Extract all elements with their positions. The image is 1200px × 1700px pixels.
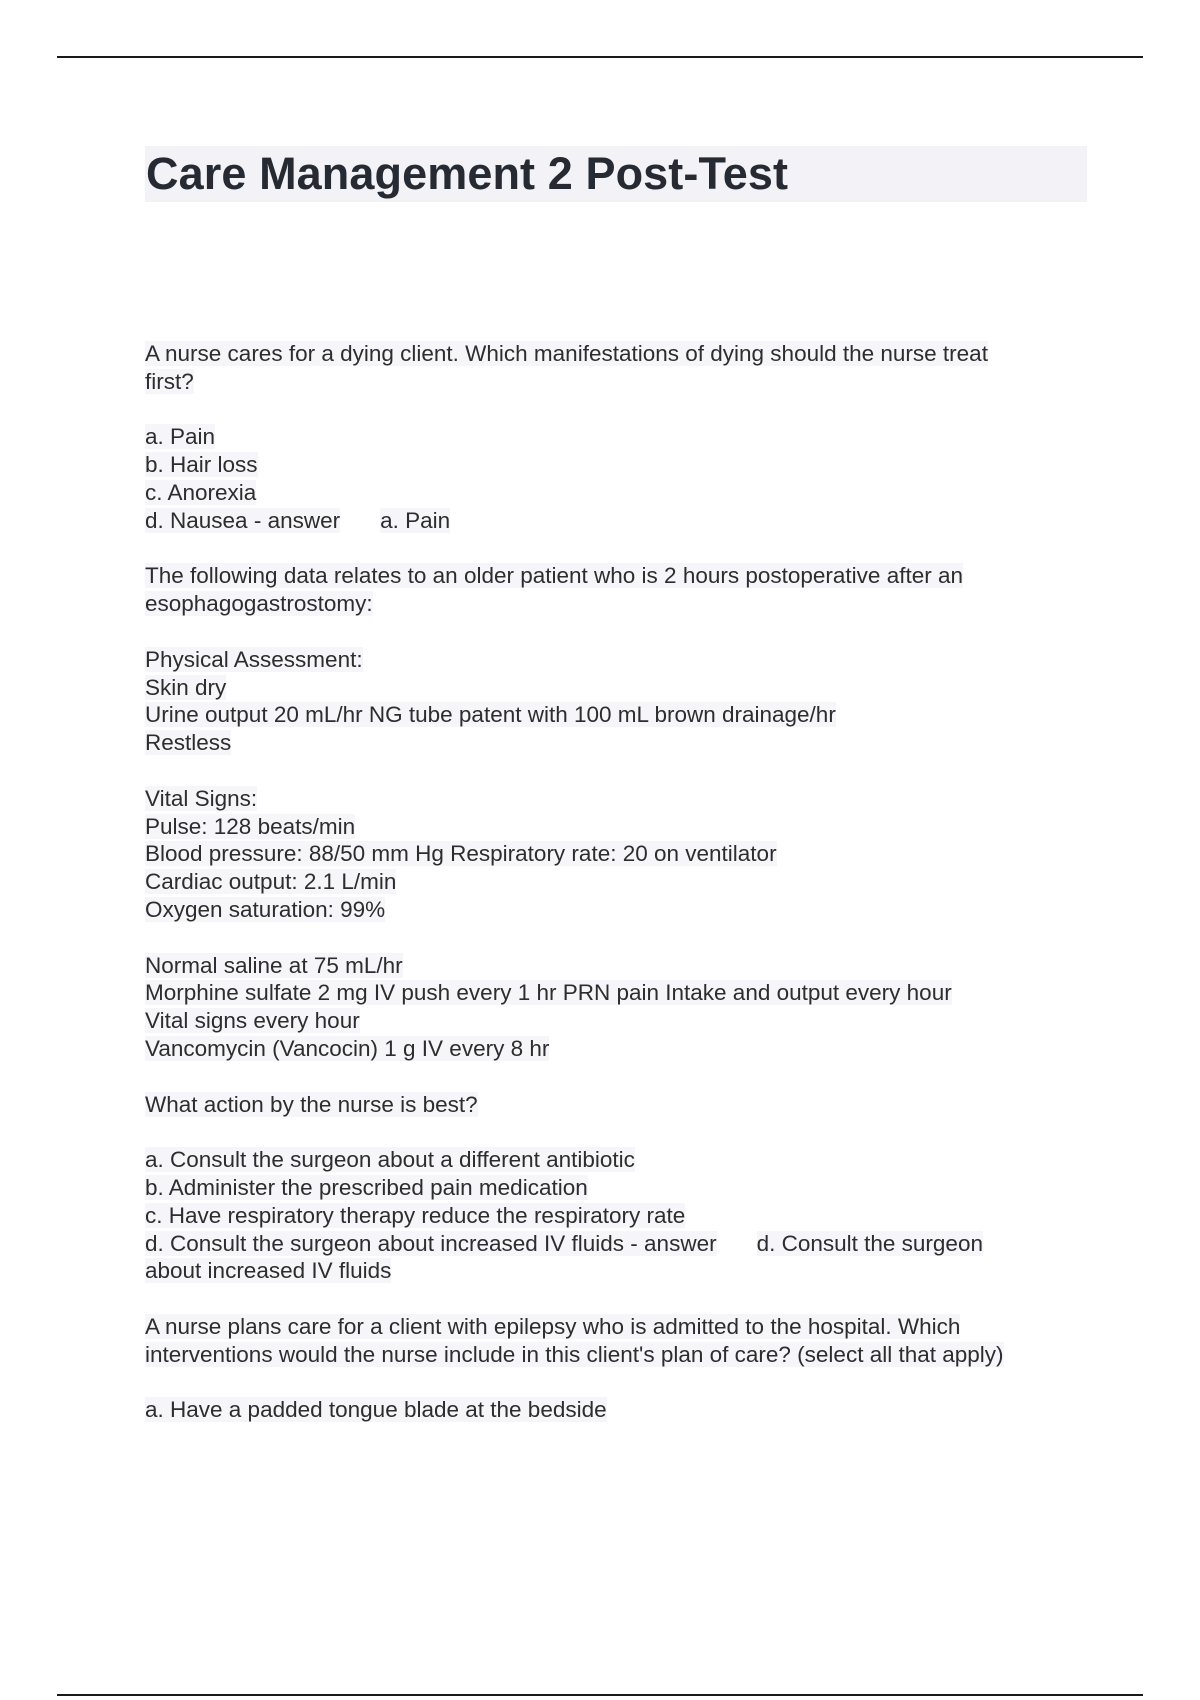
order-line: Normal saline at 75 mL/hr bbox=[145, 952, 403, 978]
stem-line: The following data relates to an older patient who is 2 hours postoperative after an bbox=[145, 563, 963, 589]
vital-sign-line: Cardiac output: 2.1 L/min bbox=[145, 869, 397, 895]
option-a: a. Have a padded tongue blade at the bedside bbox=[145, 1397, 607, 1423]
option-d-with-answer: d. Nausea - answer a. Pain bbox=[145, 507, 451, 533]
document-body bbox=[145, 340, 1087, 1452]
question-2-stem bbox=[145, 562, 1087, 618]
question-1-stem bbox=[145, 340, 1087, 396]
option-d-with-answer: d. Consult the surgeon about increased IV fluids - answer d. Consult the surgeon bbox=[145, 1230, 983, 1256]
assessment-line: Skin dry bbox=[145, 674, 227, 700]
option-b: b. Hair loss bbox=[145, 452, 258, 478]
prompt-line: What action by the nurse is best? bbox=[145, 1091, 478, 1117]
question-2-prompt bbox=[145, 1091, 1087, 1119]
option-b: b. Administer the prescribed pain medication bbox=[145, 1174, 588, 1200]
option-a: a. Consult the surgeon about a different antibiotic bbox=[145, 1147, 635, 1173]
stem-line: A nurse cares for a dying client. Which manifestations of dying should the nurse treat bbox=[145, 341, 988, 366]
vital-sign-line: Oxygen saturation: 99% bbox=[145, 896, 386, 922]
footer-rule bbox=[57, 1694, 1143, 1696]
option-a: a. Pain bbox=[145, 424, 216, 450]
question-2-options bbox=[145, 1146, 1087, 1285]
orders bbox=[145, 952, 1087, 1063]
stem-line: first? bbox=[145, 368, 194, 394]
physical-assessment bbox=[145, 646, 1087, 757]
question-1-options bbox=[145, 423, 1087, 534]
page-title: Care Management 2 Post-Test bbox=[146, 148, 789, 199]
answer-continuation: about increased IV fluids bbox=[145, 1258, 392, 1284]
stem-line: A nurse plans care for a client with epilepsy who is admitted to the hospital. Which bbox=[145, 1313, 961, 1339]
answer-text: a. Pain bbox=[380, 507, 451, 533]
vital-sign-line: Pulse: 128 beats/min bbox=[145, 813, 356, 839]
assessment-line: Urine output 20 mL/hr NG tube patent with 100 mL brown drainage/hr bbox=[145, 702, 836, 728]
order-line: Vancomycin (Vancocin) 1 g IV every 8 hr bbox=[145, 1035, 550, 1061]
stem-line: interventions would the nurse include in this client's plan of care? (select all that apply) bbox=[145, 1341, 1004, 1367]
option-c: c. Have respiratory therapy reduce the respiratory rate bbox=[145, 1202, 686, 1228]
assessment-line: Restless bbox=[145, 730, 232, 756]
assessment-line: Physical Assessment: bbox=[145, 646, 363, 672]
option-c: c. Anorexia bbox=[145, 479, 257, 505]
order-line: Vital signs every hour bbox=[145, 1008, 360, 1034]
vital-sign-line: Blood pressure: 88/50 mm Hg Respiratory rate: 20 on ventilator bbox=[145, 841, 777, 867]
header-rule bbox=[57, 56, 1143, 58]
question-3-options bbox=[145, 1396, 1087, 1424]
vital-signs bbox=[145, 785, 1087, 924]
question-3-stem bbox=[145, 1313, 1087, 1369]
stem-line: esophagogastrostomy: bbox=[145, 591, 373, 617]
answer-text: d. Consult the surgeon bbox=[756, 1230, 983, 1256]
vital-sign-line: Vital Signs: bbox=[145, 785, 258, 811]
order-line: Morphine sulfate 2 mg IV push every 1 hr PRN pain Intake and output every hour bbox=[145, 980, 952, 1006]
